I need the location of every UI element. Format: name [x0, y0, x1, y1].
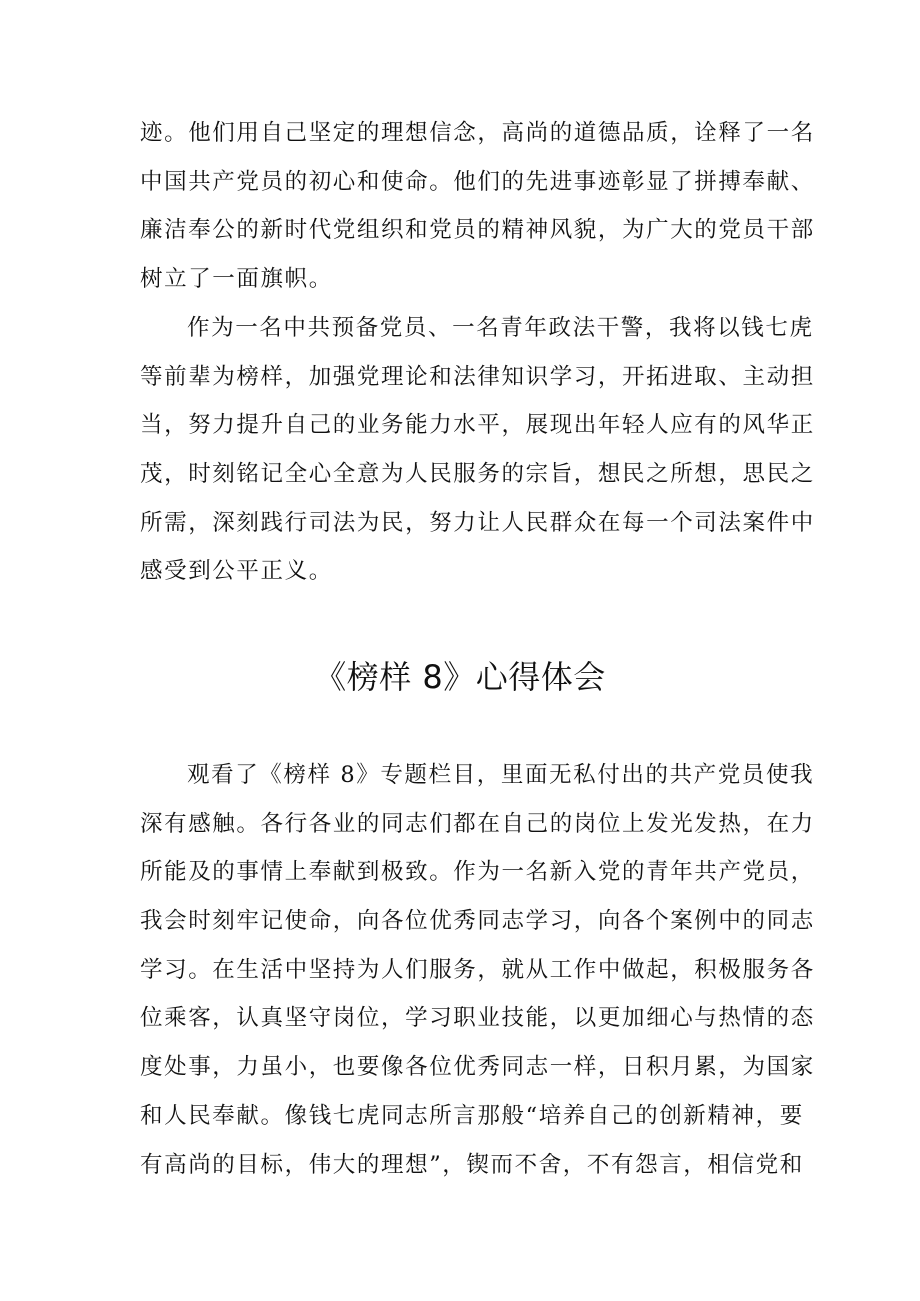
text-line: 当，努力提升自己的业务能力水平，展现出年轻人应有的风华正	[140, 412, 815, 439]
text-line: 树立了一面旗帜。	[140, 266, 333, 293]
paragraph-continued	[140, 109, 815, 304]
text-line: 观看了《榜样 8》专题栏目，里面无私付出的共产党员使我	[187, 762, 815, 788]
text-line: 中国共产党员的初心和使命。他们的先进事迹彰显了拼搏奉献、	[140, 168, 815, 195]
text-line: 和人民奉献。像钱七虎同志所言那般“培养自己的创新精神，要	[140, 1102, 804, 1129]
paragraph-reflection	[140, 751, 815, 1189]
text-line: 作为一名中共预备党员、一名青年政法干警，我将以钱七虎	[187, 315, 814, 341]
text-line: 学习。在生活中坚持为人们服务，就从工作中做起，积极服务各	[140, 956, 815, 983]
text-line: 迹。他们用自己坚定的理想信念，高尚的道德品质，诠释了一名	[140, 120, 815, 146]
paragraph-pledge	[140, 304, 815, 596]
text-line: 所需，深刻践行司法为民，努力让人民群众在每一个司法案件中	[140, 509, 815, 536]
text-line: 深有感触。各行各业的同志们都在自己的岗位上发光发热，在力	[140, 810, 815, 837]
text-line: 廉洁奉公的新时代党组织和党员的精神风貌，为广大的党员干部	[140, 217, 815, 244]
text-line: 度处事，力虽小，也要像各位优秀同志一样，日积月累，为国家	[140, 1054, 815, 1081]
text-line: 感受到公平正义。	[140, 558, 333, 585]
text-line: 有高尚的目标，伟大的理想”，锲而不舍，不有怨言，相信党和	[140, 1151, 804, 1178]
section-title: 《榜样 8》心得体会	[314, 658, 606, 696]
text-line: 位乘客，认真坚守岗位，学习职业技能，以更加细心与热情的态	[140, 1005, 815, 1032]
text-line: 所能及的事情上奉献到极致。作为一名新入党的青年共产党员，	[140, 859, 815, 886]
text-line: 茂，时刻铭记全心全意为人民服务的宗旨，想民之所想，思民之	[140, 461, 815, 488]
text-line: 我会时刻牢记使命，向各位优秀同志学习，向各个案例中的同志	[140, 908, 815, 935]
text-line: 等前辈为榜样，加强党理论和法律知识学习，开拓进取、主动担	[140, 363, 815, 390]
